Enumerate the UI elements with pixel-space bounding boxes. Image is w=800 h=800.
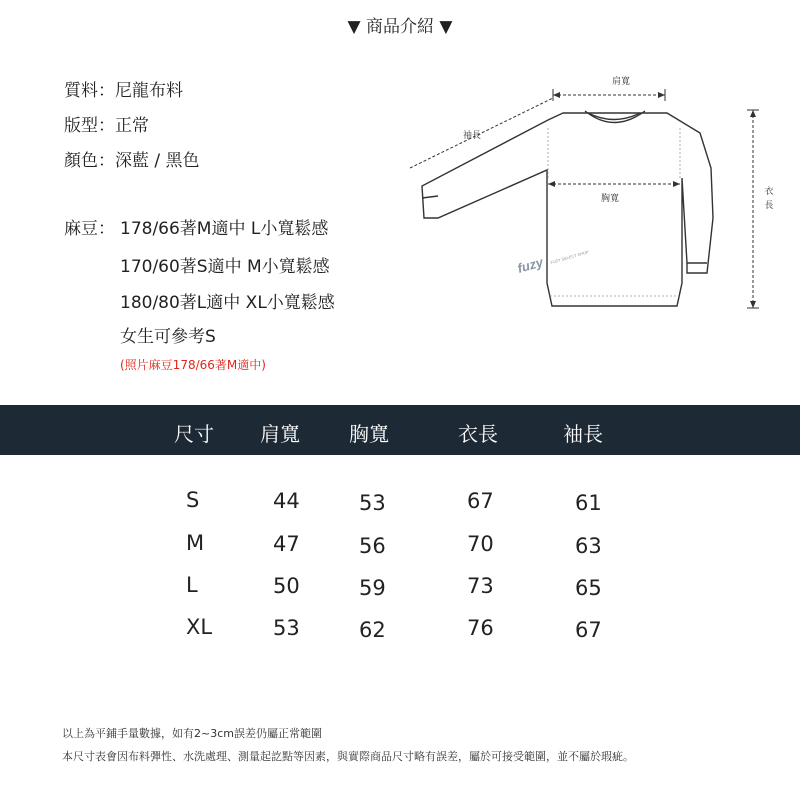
table-cell: 76 <box>467 616 494 640</box>
spec-fit: 版型：正常 <box>64 116 149 136</box>
model-line-4: 女生可參考S <box>120 327 216 347</box>
table-cell: 44 <box>273 489 300 513</box>
model-line-3: 180/80著L適中 XL小寬鬆感 <box>120 293 335 313</box>
table-cell: 56 <box>359 534 386 558</box>
table-cell: S <box>186 488 200 512</box>
footer-note-1: 以上為平鋪手量數據，如有2~3cm誤差仍屬正常範圍 <box>62 727 322 740</box>
table-cell: XL <box>186 615 213 639</box>
label-sleeve: 袖長 <box>462 131 482 141</box>
header-sleeve: 袖長 <box>563 422 603 446</box>
model-photo-note: (照片麻豆178/66著M適中) <box>120 358 266 372</box>
table-cell: 65 <box>575 576 602 600</box>
table-cell: 47 <box>273 532 300 556</box>
table-cell: 50 <box>273 574 300 598</box>
table-cell: M <box>186 531 205 555</box>
label-chest: 胸寬 <box>600 194 620 204</box>
table-cell: 62 <box>359 618 386 642</box>
header-length: 衣長 <box>458 422 498 446</box>
table-cell: 59 <box>359 576 386 600</box>
table-cell: 53 <box>273 616 300 640</box>
brand-subtitle: FUZY SELECT SHOP <box>549 249 590 265</box>
size-table-header-band <box>0 405 800 455</box>
table-cell: 67 <box>467 489 494 513</box>
table-cell: 67 <box>575 618 602 642</box>
header-size: 尺寸 <box>174 422 214 446</box>
model-line-1: 178/66著M適中 L小寬鬆感 <box>120 219 329 239</box>
table-cell: 73 <box>467 574 494 598</box>
label-length-1: 衣 <box>764 187 774 197</box>
header-shoulder: 肩寬 <box>260 422 300 446</box>
model-label: 麻豆： <box>64 219 115 239</box>
model-line-2: 170/60著S適中 M小寬鬆感 <box>120 257 330 277</box>
spec-material: 質料：尼龍布料 <box>64 81 183 101</box>
brand-logo: fuzy <box>515 254 545 276</box>
table-cell: 61 <box>575 491 602 515</box>
table-cell: 53 <box>359 491 386 515</box>
footer-note-2: 本尺寸表會因布料彈性、水洗處理、測量起訖點等因素，與實際商品尺寸略有誤差，屬於可接受範圍，並不屬於瑕疵。 <box>62 750 634 763</box>
spec-color: 顏色：深藍 / 黑色 <box>64 151 200 171</box>
table-cell: 70 <box>467 532 494 556</box>
header-chest: 胸寬 <box>349 422 389 446</box>
garment-diagram <box>395 68 775 328</box>
label-length-2: 長 <box>764 201 774 211</box>
table-cell: L <box>186 573 198 597</box>
sleeve-dim-line <box>410 98 553 168</box>
table-cell: 63 <box>575 534 602 558</box>
label-shoulder: 肩寬 <box>611 77 631 87</box>
page-title: ▼ 商品介紹 ▼ <box>347 17 453 37</box>
